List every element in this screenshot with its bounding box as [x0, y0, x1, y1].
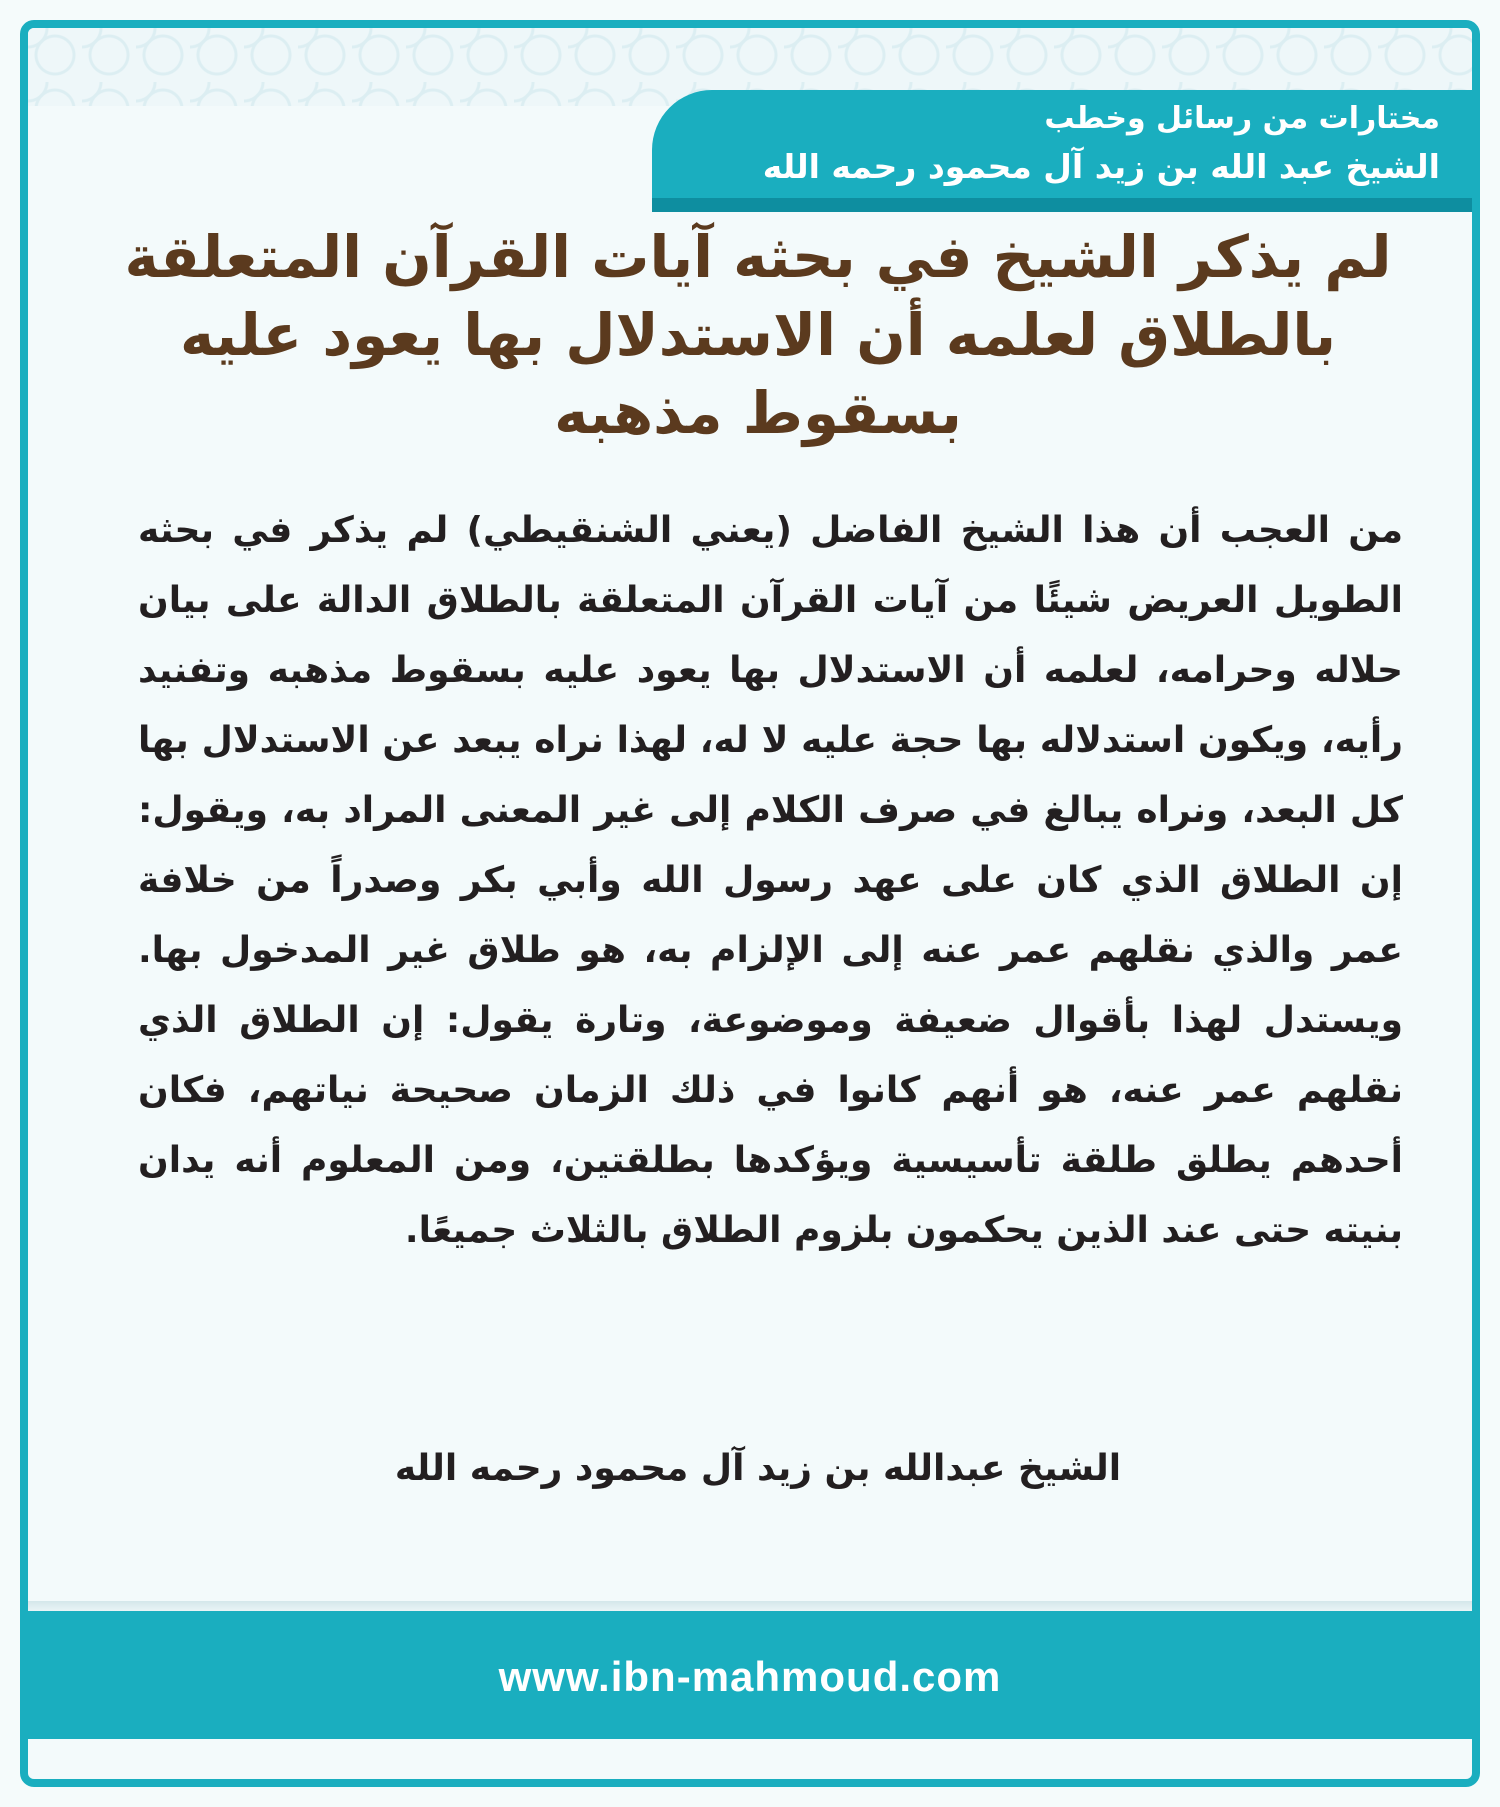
- article-title: لم يذكر الشيخ في بحثه آيات القرآن المتعلقة بالطلاق لعلمه أن الاستدلال بها يعود عليه بسقوط مذهبه: [124, 223, 1392, 447]
- footer-divider: [28, 1601, 1472, 1611]
- series-header: [680, 96, 1440, 192]
- page-frame: [20, 20, 1480, 1787]
- website-link[interactable]: www.ibn-mahmoud.com: [498, 1653, 1002, 1700]
- footer-strip: [28, 1739, 1472, 1779]
- series-author: الشيخ عبد الله بن زيد آل محمود رحمه الله: [762, 147, 1440, 186]
- series-title: مختارات من رسائل وخطب: [1044, 101, 1440, 136]
- footer-bar: [28, 1611, 1472, 1779]
- author-signature: الشيخ عبدالله بن زيد آل محمود رحمه الله: [394, 1448, 1122, 1489]
- article-body: من العجب أن هذا الشيخ الفاضل (يعني الشنقيطي) لم يذكر في بحثه الطويل العريض شيئًا من آيات القرآن المتعلقة بالطلاق الدالة على بيان حلاله وحرامه، لعلمه أن الاستدلال بها يعود عليه بسقوط مذهبه وتفنيد رأيه، ويكون استدلاله بها حجة عليه لا له، لهذا نراه يبعد عن الاستدلال بها كل البعد، ونراه يبالغ في صرف الكلام إلى غير المعنى المراد به، ويقول: إن الطلاق الذي كان على عهد رسول الله وأبي بكر وصدراً من خلافة عمر والذي نقلهم عمر عنه إلى الإلزام به، هو طلاق غير المدخول بها. ويستدل لهذا بأقوال ضعيفة وموضوعة، وتارة يقول: إن الطلاق الذي نقلهم عمر عنه، هو أنهم كانوا في ذلك الزمان صحيحة نياتهم، فكان أحدهم يطلق طلقة تأسيسية ويؤكدها بطلقتين، ومن المعلوم أنه يدان بنيته حتى عند الذين يحكمون بلزوم الطلاق بالثلاث جميعًا.: [138, 510, 1403, 1251]
